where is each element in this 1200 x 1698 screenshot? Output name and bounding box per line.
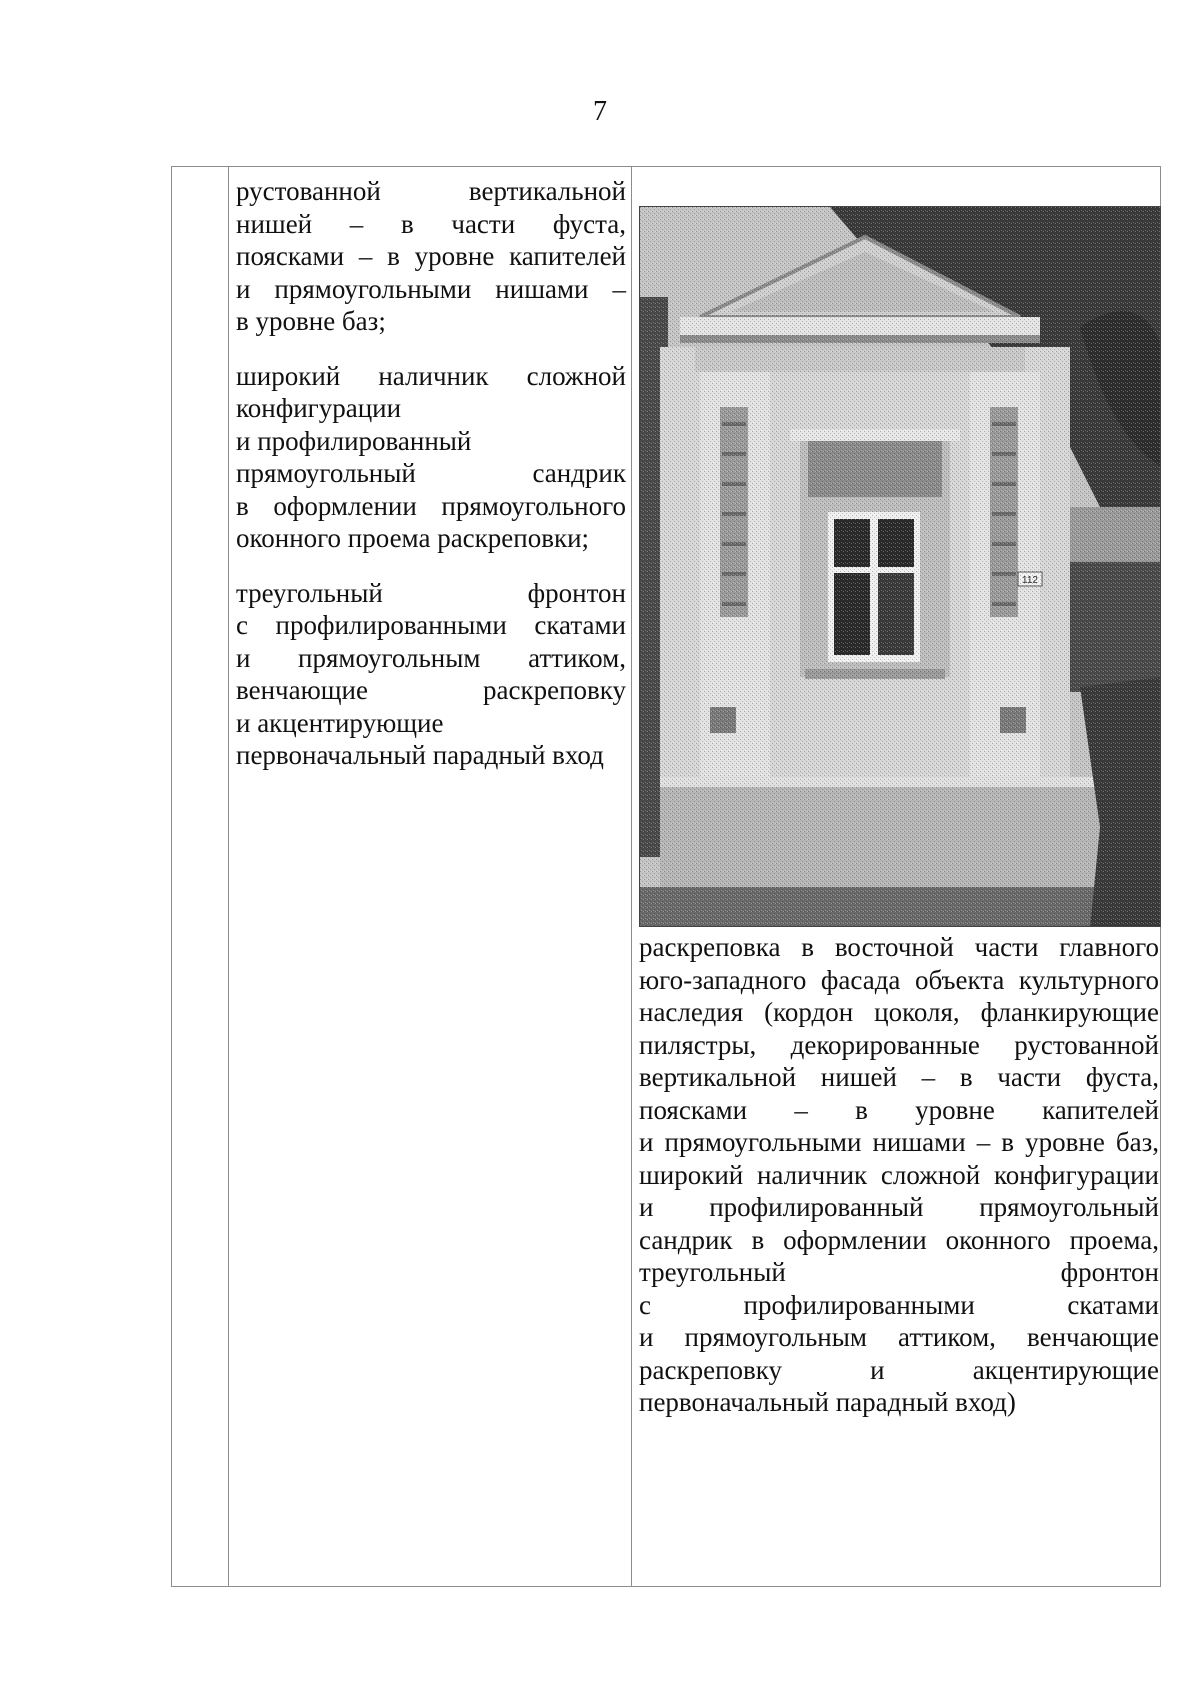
text-line: оконного проема раскреповки; bbox=[236, 523, 590, 553]
caption-line: раскреповку и акцентирующие bbox=[639, 1354, 1159, 1385]
text-line: и акцентирующие bbox=[236, 707, 444, 738]
photo-caption bbox=[639, 931, 1159, 1419]
table-divider-left bbox=[228, 167, 229, 1586]
text-line: в уровне баз; bbox=[236, 306, 386, 336]
caption-line: с профилированными скатами bbox=[639, 1289, 1159, 1320]
text-line: и профилированный bbox=[236, 425, 472, 456]
caption-line: юго-западного фасада объекта культурного bbox=[639, 964, 1159, 995]
caption-line: и профилированный прямоугольный bbox=[639, 1192, 1159, 1222]
text-line: в оформлении прямоугольного bbox=[236, 490, 626, 521]
text-line: и прямоугольным аттиком, bbox=[236, 642, 626, 673]
text-line: прямоугольный сандрик bbox=[236, 458, 626, 488]
text-line: с профилированными скатами bbox=[236, 610, 626, 640]
text-line: рустованной вертикальной bbox=[236, 176, 626, 206]
caption-line: и прямоугольным аттиком, венчающие bbox=[639, 1322, 1159, 1352]
caption-line: и прямоугольными нишами – в уровне баз, bbox=[639, 1127, 1159, 1157]
description-paragraph bbox=[236, 175, 626, 338]
caption-line: поясками – в уровне капителей bbox=[639, 1094, 1159, 1125]
text-line: широкий наличник сложной bbox=[236, 360, 626, 391]
table-divider-right bbox=[631, 167, 632, 1586]
description-paragraph bbox=[236, 360, 626, 555]
facade-illustration bbox=[640, 207, 1161, 927]
building-facade-photo bbox=[639, 206, 1161, 927]
content-table bbox=[171, 166, 1161, 1587]
caption-line: сандрик в оформлении оконного проема, bbox=[639, 1224, 1159, 1255]
caption-line: треугольный фронтон bbox=[639, 1257, 1159, 1287]
text-line: конфигурации bbox=[236, 393, 402, 423]
page-number: 7 bbox=[593, 96, 607, 127]
text-line: треугольный фронтон bbox=[236, 577, 626, 608]
text-line: первоначальный парадный вход bbox=[236, 740, 604, 770]
caption-line: первоначальный парадный вход) bbox=[639, 1387, 1016, 1417]
caption-line: наследия (кордон цоколя, фланкирующие bbox=[639, 997, 1159, 1027]
text-line: венчающие раскреповку bbox=[236, 675, 626, 705]
description-column bbox=[236, 175, 626, 794]
text-line: поясками – в уровне капителей bbox=[236, 241, 626, 271]
text-line: и прямоугольными нишами – bbox=[236, 273, 626, 304]
text-line: нишей – в части фуста, bbox=[236, 208, 626, 239]
description-paragraph bbox=[236, 577, 626, 772]
caption-line: широкий наличник сложной конфигурации bbox=[639, 1159, 1159, 1190]
caption-line: пилястры, декорированные рустованной bbox=[639, 1029, 1159, 1060]
caption-line: вертикальной нишей – в части фуста, bbox=[639, 1062, 1159, 1092]
caption-line: раскреповка в восточной части главного bbox=[639, 932, 1159, 962]
